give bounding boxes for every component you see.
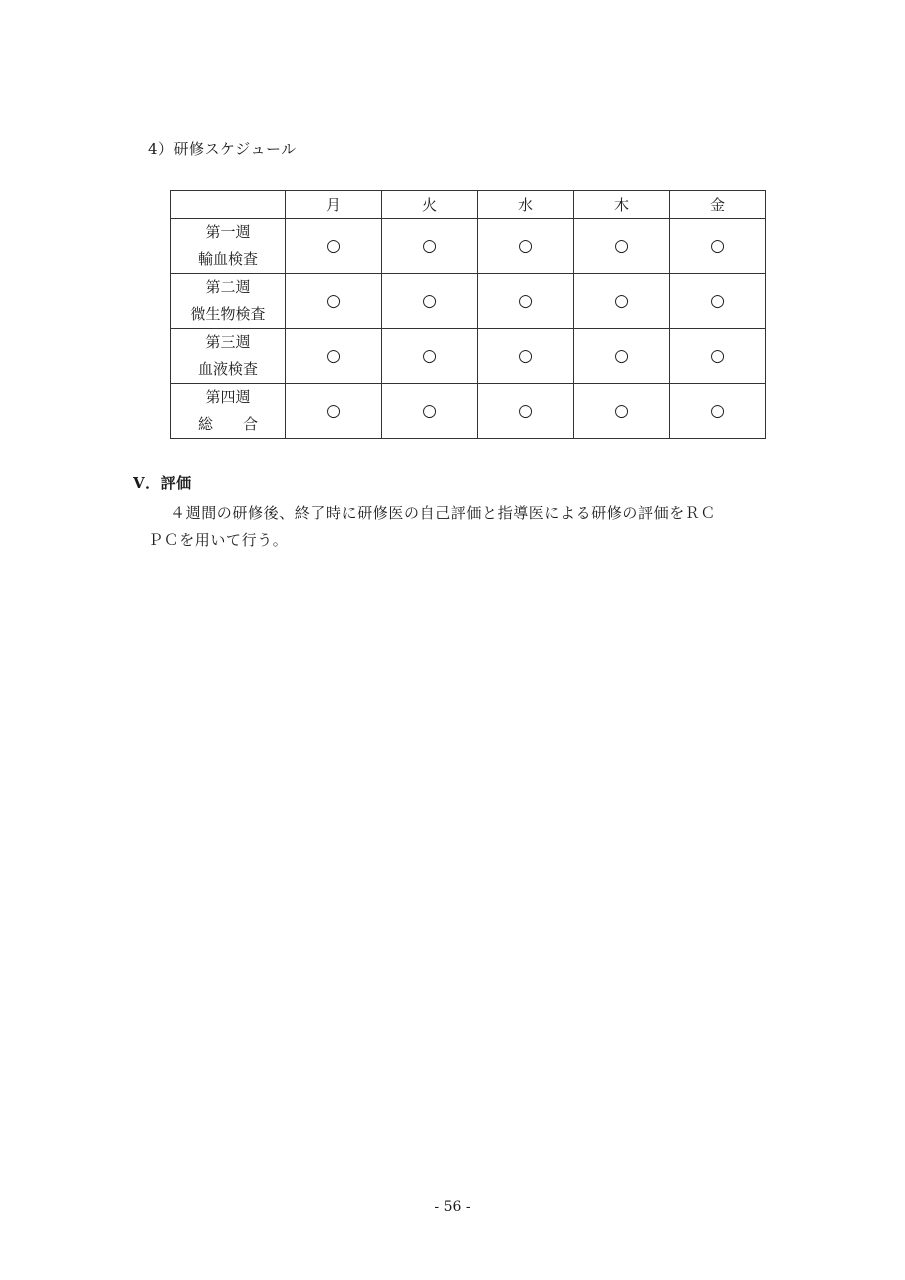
table-row	[171, 384, 766, 439]
schedule-cell	[574, 329, 670, 384]
row-label	[171, 329, 286, 384]
schedule-cell	[478, 329, 574, 384]
circle-mark: ○	[326, 401, 341, 421]
schedule-heading: 4）研修スケジュール	[148, 140, 297, 158]
schedule-cell	[286, 219, 382, 274]
circle-mark: ○	[614, 291, 629, 311]
topic-label: 総 合	[197, 415, 258, 433]
week-label: 第四週	[205, 388, 251, 406]
topic-label: 輸血検査	[197, 250, 258, 268]
column-header-tue: 火	[382, 191, 478, 219]
schedule-cell	[286, 329, 382, 384]
schedule-cell	[670, 274, 766, 329]
circle-mark: ○	[614, 236, 629, 256]
schedule-cell	[574, 384, 670, 439]
schedule-cell	[670, 219, 766, 274]
schedule-cell	[478, 384, 574, 439]
column-header-fri: 金	[670, 191, 766, 219]
week-label: 第一週	[205, 223, 251, 241]
corner-cell	[171, 191, 286, 219]
circle-mark: ○	[326, 346, 341, 366]
week-label: 第二週	[205, 278, 251, 296]
circle-mark: ○	[422, 291, 437, 311]
row-label	[171, 219, 286, 274]
circle-mark: ○	[614, 401, 629, 421]
schedule-cell	[382, 219, 478, 274]
table-header-row	[171, 191, 766, 219]
topic-label: 血液検査	[197, 360, 258, 378]
schedule-cell	[574, 274, 670, 329]
week-label: 第三週	[205, 333, 251, 351]
page-number: - 56 -	[434, 1199, 471, 1215]
column-header-wed: 水	[478, 191, 574, 219]
schedule-cell	[478, 274, 574, 329]
evaluation-heading: V．評価	[133, 474, 192, 492]
circle-mark: ○	[614, 346, 629, 366]
circle-mark: ○	[518, 236, 533, 256]
table-row	[171, 329, 766, 384]
row-label	[171, 274, 286, 329]
schedule-cell	[478, 219, 574, 274]
circle-mark: ○	[710, 236, 725, 256]
evaluation-line-2: ＰＣを用いて行う。	[148, 531, 289, 549]
schedule-cell	[286, 384, 382, 439]
circle-mark: ○	[518, 346, 533, 366]
circle-mark: ○	[518, 401, 533, 421]
circle-mark: ○	[710, 401, 725, 421]
column-header-thu: 木	[574, 191, 670, 219]
schedule-cell	[574, 219, 670, 274]
schedule-table	[170, 190, 766, 439]
row-label	[171, 384, 286, 439]
table-row	[171, 274, 766, 329]
circle-mark: ○	[422, 401, 437, 421]
schedule-cell	[670, 329, 766, 384]
schedule-cell	[382, 274, 478, 329]
circle-mark: ○	[326, 236, 341, 256]
topic-label: 微生物検査	[190, 305, 266, 323]
evaluation-body	[148, 500, 728, 554]
circle-mark: ○	[710, 346, 725, 366]
schedule-cell	[286, 274, 382, 329]
evaluation-line-1: ４週間の研修後、終了時に研修医の自己評価と指導医による研修の評価をＲＣ	[170, 504, 717, 522]
circle-mark: ○	[422, 236, 437, 256]
circle-mark: ○	[326, 291, 341, 311]
column-header-mon: 月	[286, 191, 382, 219]
circle-mark: ○	[710, 291, 725, 311]
table-row	[171, 219, 766, 274]
schedule-cell	[670, 384, 766, 439]
schedule-cell	[382, 384, 478, 439]
circle-mark: ○	[518, 291, 533, 311]
circle-mark: ○	[422, 346, 437, 366]
schedule-cell	[382, 329, 478, 384]
